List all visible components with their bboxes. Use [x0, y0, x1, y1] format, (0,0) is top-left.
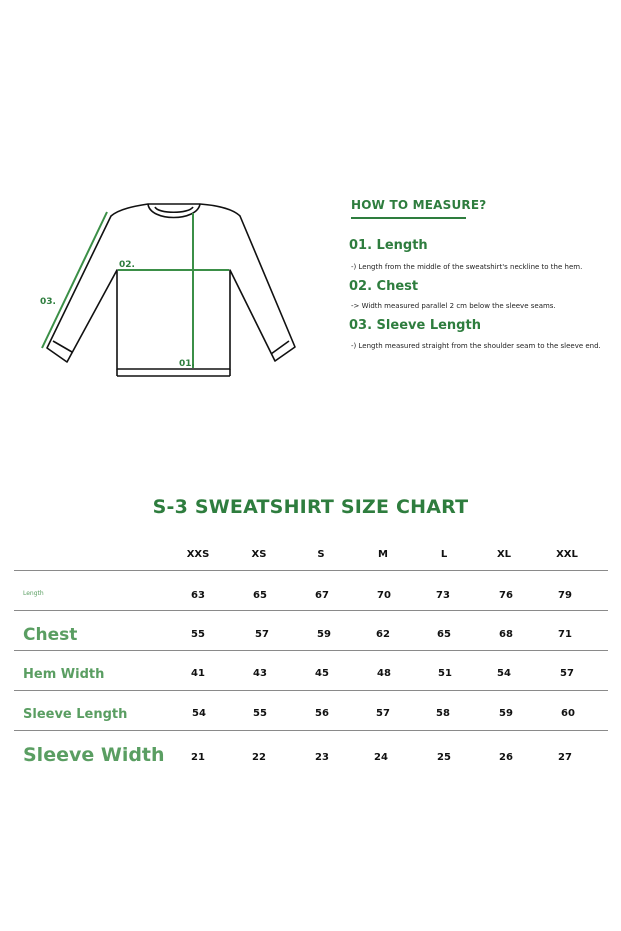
callout-length: 01. [179, 359, 195, 369]
table-cell: 71 [558, 629, 572, 640]
table-row [14, 570, 608, 610]
table-cell: 57 [560, 668, 574, 679]
table-cell: 65 [253, 590, 267, 601]
measure-desc-chest: -> Width measured parallel 2 cm below the sleeve seams. [351, 302, 556, 310]
table-cell: 25 [437, 752, 451, 763]
size-header-l: L [440, 549, 448, 560]
table-cell: 63 [191, 590, 205, 601]
table-cell: 24 [374, 752, 388, 763]
row-label-length: Length [23, 590, 44, 597]
callout-chest: 02. [119, 260, 135, 270]
table-cell: 65 [437, 629, 451, 640]
size-header-m: M [378, 549, 388, 560]
size-header-xxl: XXL [556, 549, 578, 560]
measure-title-chest: 02. Chest [349, 279, 419, 294]
measure-desc-length: -) Length from the middle of the sweatshirt's neckline to the hem. [351, 263, 583, 271]
measure-title-length: 01. Length [349, 238, 428, 253]
table-cell: 21 [191, 752, 205, 763]
table-row [14, 730, 608, 770]
sleeve-length-measure-line [42, 212, 107, 348]
table-cell: 58 [436, 708, 450, 719]
size-header-xl: XL [496, 549, 512, 560]
row-label-sleeve-length: Sleeve Length [23, 707, 128, 722]
size-header-xxs: XXS [186, 549, 210, 560]
table-cell: 60 [561, 708, 575, 719]
table-cell: 57 [376, 708, 390, 719]
table-row [14, 610, 608, 650]
table-cell: 22 [252, 752, 266, 763]
table-cell: 73 [436, 590, 450, 601]
table-cell: 54 [497, 668, 511, 679]
table-cell: 45 [315, 668, 329, 679]
sweatshirt-diagram [0, 0, 621, 420]
table-cell: 62 [376, 629, 390, 640]
right-cuff [271, 341, 289, 354]
neckline-rib [155, 207, 193, 212]
row-label-hem-width: Hem Width [23, 667, 105, 682]
table-cell: 43 [253, 668, 267, 679]
table-row [14, 690, 608, 730]
table-cell: 55 [191, 629, 205, 640]
table-cell: 51 [438, 668, 452, 679]
left-cuff [53, 341, 72, 352]
table-cell: 26 [499, 752, 513, 763]
table-cell: 23 [315, 752, 329, 763]
measure-desc-sleeve-length: -) Length measured straight from the shoulder seam to the sleeve end. [351, 342, 601, 350]
size-chart-title: S-3 SWEATSHIRT SIZE CHART [152, 496, 469, 518]
table-cell: 54 [192, 708, 206, 719]
table-cell: 59 [317, 629, 331, 640]
row-label-chest: Chest [23, 625, 78, 645]
table-cell: 79 [558, 590, 572, 601]
table-cell: 55 [253, 708, 267, 719]
table-cell: 56 [315, 708, 329, 719]
table-cell: 76 [499, 590, 513, 601]
how-to-measure-heading: HOW TO MEASURE? [351, 198, 487, 212]
table-cell: 67 [315, 590, 329, 601]
measure-title-sleeve-length: 03. Sleeve Length [349, 318, 481, 333]
heading-underline [351, 217, 466, 219]
table-cell: 48 [377, 668, 391, 679]
table-cell: 41 [191, 668, 205, 679]
table-cell: 57 [255, 629, 269, 640]
table-cell: 27 [558, 752, 572, 763]
size-header-xs: XS [251, 549, 267, 560]
table-cell: 68 [499, 629, 513, 640]
sweatshirt-outline [47, 204, 295, 369]
callout-sleeve-length: 03. [40, 297, 56, 307]
size-header-s: S [317, 549, 325, 560]
table-cell: 70 [377, 590, 391, 601]
table-cell: 59 [499, 708, 513, 719]
table-row [14, 650, 608, 690]
row-label-sleeve-width: Sleeve Width [23, 744, 165, 766]
